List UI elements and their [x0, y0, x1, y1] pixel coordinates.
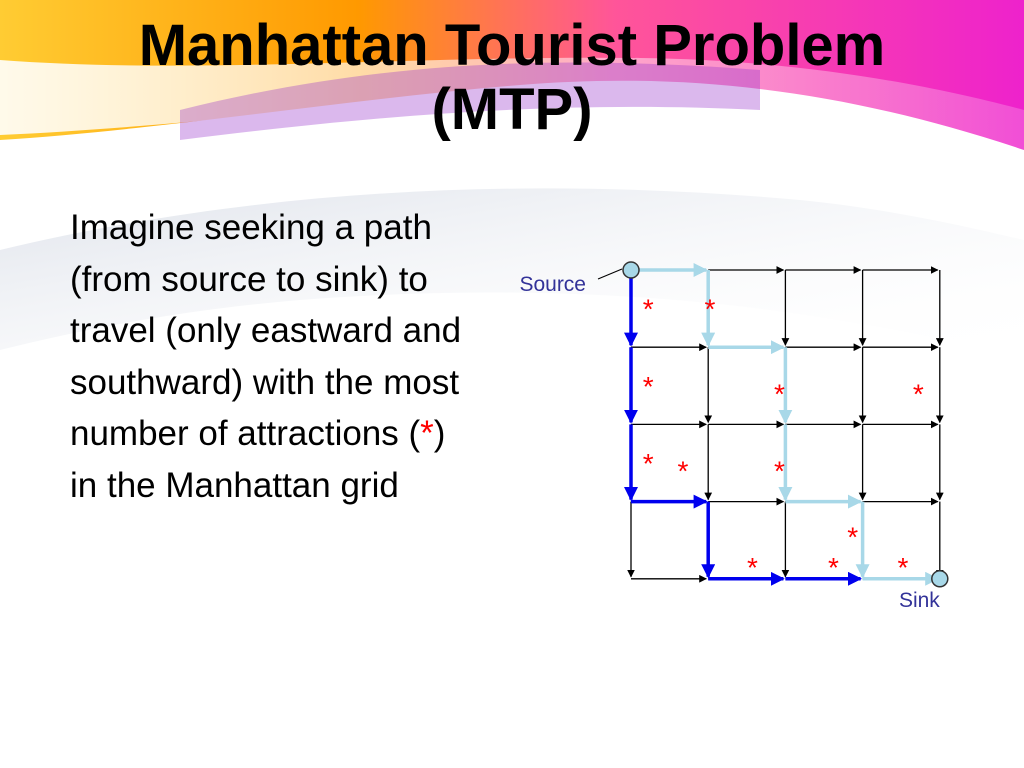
attraction-star: * [773, 378, 785, 410]
attraction-star: * [897, 552, 909, 584]
title-line-1: Manhattan Tourist Problem [138, 13, 886, 78]
attraction-star: * [847, 521, 859, 553]
source-leader-line [598, 269, 622, 279]
attraction-star: * [642, 293, 654, 325]
source-node [623, 262, 639, 278]
attraction-star: * [642, 448, 654, 479]
sink-label: Sink [898, 589, 940, 612]
sink-node [932, 571, 948, 587]
title-line-2: (MTP) [431, 77, 593, 142]
attraction-star: * [704, 293, 716, 325]
body-text-part-2: ) in the Manhattan grid [70, 414, 446, 505]
attraction-star: * [746, 552, 758, 584]
body-text-part-1: Imagine seeking a path (from source to sink) to travel (only eastward and southward) with the most number of attractions ( [70, 208, 462, 453]
attraction-star: * [773, 455, 785, 487]
attraction-star: * [677, 455, 689, 487]
source-label: Source [519, 273, 586, 296]
attraction-star: * [642, 370, 654, 402]
attraction-star: * [912, 378, 924, 410]
attraction-star-inline: * [420, 414, 434, 453]
attraction-star: * [828, 552, 839, 584]
